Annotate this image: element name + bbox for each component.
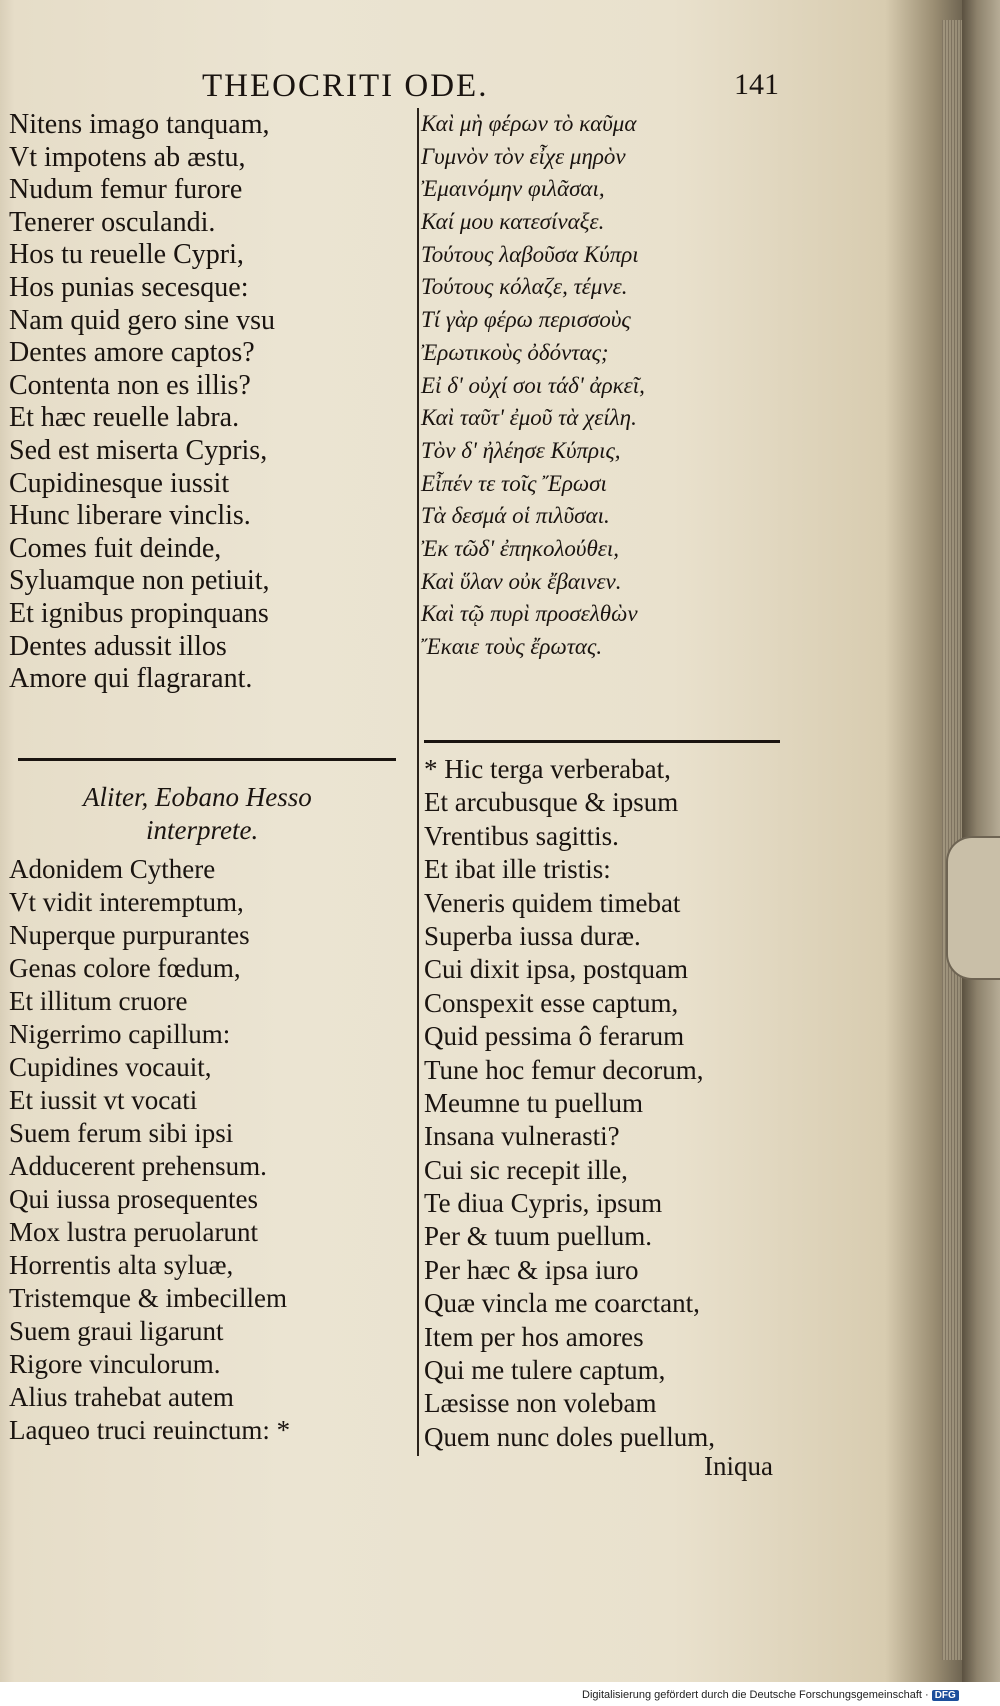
verse-line: Veneris quidem timebat [424, 887, 681, 918]
greek-column [421, 108, 645, 664]
latin-column-bottom-left [9, 853, 290, 1447]
verse-line: Item per hos amores [424, 1321, 644, 1352]
verse-line: Καὶ τῷ πυρὶ προσελθὼν [421, 601, 638, 627]
verse-line: Et hæc reuelle labra. [9, 402, 240, 434]
verse-line: Εἰ δ' οὐχί σοι τάδ' ἀρκεῖ, [421, 372, 645, 398]
verse-line: Adonidem Cythere [9, 854, 216, 884]
verse-line: Contenta non es illis? [9, 369, 251, 401]
verse-line: Quid pessima ô ferarum [424, 1021, 685, 1052]
verse-line: Vt impotens ab æstu, [9, 141, 246, 173]
verse-line: Rigore vinculorum. [9, 1349, 221, 1379]
column-divider [417, 108, 419, 1456]
verse-line: Ἐμαινόμην φιλᾶσαι, [421, 176, 605, 202]
digitization-credit [582, 1689, 959, 1701]
verse-line: Et illitum cruore [9, 986, 188, 1016]
verse-line: Τούτους κόλαζε, τέμνε. [421, 274, 628, 300]
verse-line: Horrentis alta syluæ, [9, 1250, 234, 1280]
verse-line: Quæ vincla me coarctant, [424, 1288, 700, 1319]
verse-line: Nudum femur furore [9, 174, 243, 206]
page-number: 141 [734, 68, 779, 101]
verse-line: Amore qui flagrarant. [9, 663, 253, 695]
verse-line: Cupidinesque iussit [9, 467, 230, 499]
verse-line: Læsisse non volebam [424, 1388, 657, 1419]
verse-line: Τούτους λαβοῦσα Κύπρι [421, 241, 639, 267]
verse-line: Te diua Cypris, ipsum [424, 1188, 663, 1219]
verse-line: Cui dixit ipsa, postquam [424, 954, 689, 985]
verse-line: Quem nunc doles puellum, [424, 1421, 715, 1452]
verse-line: Nitens imago tanquam, [9, 109, 270, 140]
verse-line: Τί γὰρ φέρω περισσοὺς [421, 307, 631, 333]
verse-line: Ἐρωτικοὺς ὀδόντας; [421, 339, 609, 365]
verse-line: Genas colore fœdum, [9, 953, 241, 983]
verse-line: Hunc liberare vinclis. [9, 500, 251, 532]
verse-line: Mox lustra peruolarunt [9, 1217, 258, 1247]
running-header: THEOCRITI ODE. [202, 68, 489, 104]
section-rule-left [18, 758, 396, 761]
verse-line: Et arcubusque & ipsum [424, 787, 679, 818]
verse-line: Sed est miserta Cypris, [9, 434, 268, 466]
verse-line: Superba iussa duræ. [424, 920, 641, 951]
verse-line: Suem ferum sibi ipsi [9, 1118, 234, 1148]
verse-line: * Hic terga verberabat, [424, 754, 671, 784]
verse-line: Τὸν δ' ἠλέησε Κύπρις, [421, 437, 621, 463]
verse-line: Per & tuum puellum. [424, 1221, 652, 1252]
verse-line: Conspexit esse captum, [424, 987, 679, 1018]
verse-line: Tenerer osculandi. [9, 206, 216, 238]
verse-line: Et ibat ille tristis: [424, 854, 611, 885]
verse-line: Tune hoc femur decorum, [424, 1054, 704, 1085]
verse-line: Γυμνὸν τὸν εἶχε μηρὸν [421, 143, 626, 169]
verse-line: Suem graui ligarunt [9, 1316, 224, 1346]
verse-line: Cui sic recepit ille, [424, 1154, 628, 1185]
verse-line: Dentes amore captos? [9, 337, 255, 369]
verse-line: Syluamque non petiuit, [9, 565, 270, 597]
latin-column-bottom-right [424, 753, 715, 1454]
verse-line: Comes fuit deinde, [9, 532, 222, 564]
verse-line: Dentes adussit illos [9, 630, 227, 662]
catchword: Iniqua [704, 1451, 773, 1481]
verse-line: Hos punias secesque: [9, 271, 249, 303]
verse-line: Καὶ ταῦτ' ἐμοῦ τὰ χείλη. [421, 405, 637, 431]
verse-line: Qui me tulere captum, [424, 1355, 666, 1386]
verse-line: Τὰ δεσμά οἱ πιλῦσαι. [421, 503, 610, 529]
verse-line: Per hæc & ipsa iuro [424, 1254, 639, 1285]
verse-line: Alius trahebat autem [9, 1382, 234, 1412]
verse-line: Εἶπέν τε τοῖς Ἔρωσι [421, 470, 607, 496]
verse-line: Et ignibus propinquans [9, 597, 269, 629]
verse-line: Καὶ ὕλαν οὐκ ἔβαινεν. [421, 568, 622, 594]
verse-line: Nigerrimo capillum: [9, 1019, 231, 1049]
verse-line: Ἐκ τῶδ' ἐπηκολούθει, [421, 535, 619, 561]
verse-line: Cupidines vocauit, [9, 1052, 212, 1082]
verse-line: Ἔκαιε τοὺς ἔρωτας. [421, 634, 603, 659]
book-clasp [946, 836, 1000, 980]
verse-line: Laqueo truci reuinctum: * [9, 1415, 291, 1445]
verse-line: Et iussit vt vocati [9, 1085, 198, 1115]
verse-line: Nam quid gero sine vsu [9, 304, 275, 336]
section-rule-right [424, 740, 780, 743]
verse-line: Meumne tu puellum [424, 1087, 643, 1118]
latin-column-top [9, 109, 275, 696]
verse-line: Tristemque & imbecillem [9, 1283, 287, 1313]
alternate-translation-heading: Aliter, Eobano Hesso [83, 782, 312, 812]
alternate-translation-heading-line2: interprete. [146, 815, 259, 845]
dfg-logo: DFG [932, 1690, 959, 1701]
verse-line: Hos tu reuelle Cypri, [9, 239, 244, 271]
verse-line: Vt vidit interemptum, [9, 887, 244, 917]
verse-line: Καί μου κατεσίναξε. [421, 209, 605, 235]
verse-line: Insana vulnerasti? [424, 1121, 620, 1152]
verse-line: Qui iussa prosequentes [9, 1184, 258, 1214]
verse-line: Nuperque purpurantes [9, 920, 250, 950]
verse-line: Vrentibus sagittis. [424, 820, 619, 851]
credit-text: Digitalisierung gefördert durch die Deutsche Forschungsgemeinschaft · [582, 1689, 929, 1701]
verse-line: Adducerent prehensum. [9, 1151, 267, 1181]
verse-line: Καὶ μὴ φέρων τὸ καῦμα [421, 111, 637, 136]
